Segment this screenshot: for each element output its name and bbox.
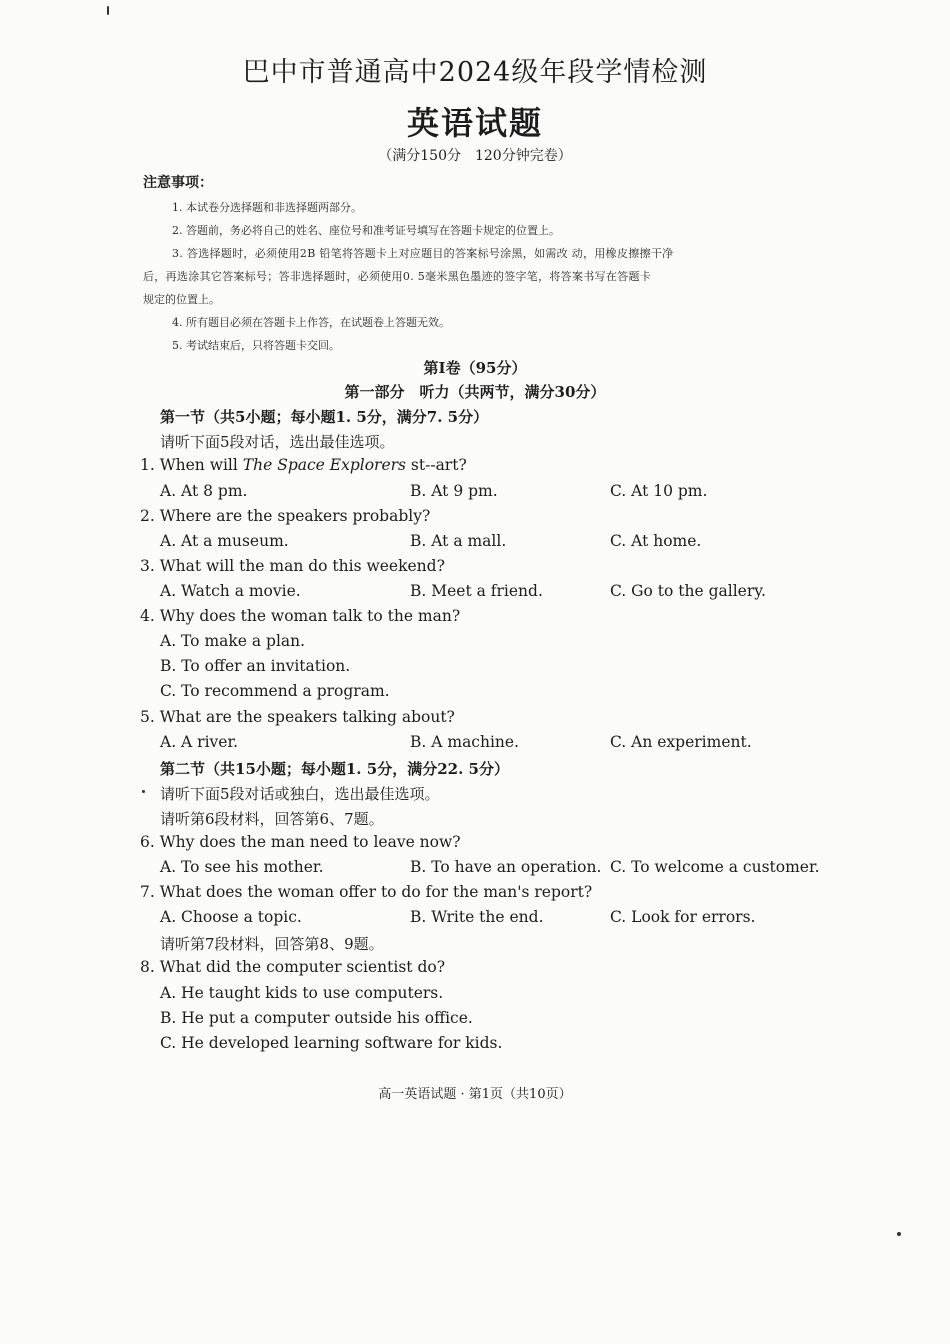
material-7-note: 请听第7段材料，回答第8、9题。 [160,935,384,953]
notice-item: 规定的位置上。 [143,293,220,306]
option-a: A. At a museum. [160,532,289,550]
option-a: A. To make a plan. [160,632,306,650]
option-b: B. He put a computer outside his office. [160,1009,473,1027]
score-time: （满分150分 120分钟完卷） [378,148,572,164]
scan-speck [107,6,109,15]
question-4: 4. Why does the woman talk to the man? [140,607,461,625]
question-2: 2. Where are the speakers probably? [140,507,431,525]
option-c: C. Go to the gallery. [610,582,766,600]
section1-instruction: 请听下面5段对话，选出最佳选项。 [160,433,395,451]
notice-item: 2. 答题前，务必将自己的姓名、座位号和准考证号填写在答题卡规定的位置上。 [172,224,560,237]
option-c: C. At 10 pm. [610,482,708,500]
exam-title: 巴中市普通高中2024级年段学情检测 [242,57,708,88]
notice-heading: 注意事项： [143,175,213,191]
option-b: B. Meet a friend. [410,582,543,600]
option-b: B. At 9 pm. [410,482,498,500]
scan-speck [897,1232,901,1236]
option-a: A. Watch a movie. [160,582,301,600]
question-6: 6. Why does the man need to leave now? [140,833,461,851]
section2-heading: 第二节（共15小题；每小题1. 5分，满分22. 5分） [160,760,509,778]
option-b: B. A machine. [410,733,520,751]
option-a: A. A river. [160,733,239,751]
option-a: A. At 8 pm. [160,482,248,500]
option-a: A. He taught kids to use computers. [160,984,444,1002]
question-8: 8. What did the computer scientist do? [140,958,446,976]
question-5: 5. What are the speakers talking about? [140,708,455,726]
material-6-note: 请听第6段材料，回答第6、7题。 [160,810,384,828]
volume-heading: 第Ⅰ卷（95分） [423,359,527,377]
notice-item: 1. 本试卷分选择题和非选择题两部分。 [172,201,362,214]
section2-instruction: 请听下面5段对话或独白，选出最佳选项。 [160,785,440,803]
option-c: C. At home. [610,532,702,550]
question-7: 7. What does the woman offer to do for the man's report? [140,883,593,901]
question-1: 1. When will The Space Explorers st--art? [140,456,467,474]
scan-speck [142,790,145,793]
question-3: 3. What will the man do this weekend? [140,557,445,575]
option-c: C. Look for errors. [610,908,756,926]
option-b: B. To have an operation. [410,858,602,876]
question-1-title: The Space Explorers [242,456,406,474]
option-c: C. An experiment. [610,733,752,751]
option-b: B. To offer an invitation. [160,657,351,675]
page-footer: 高一英语试题 · 第1页（共10页） [378,1087,572,1102]
notice-item: 后，再选涂其它答案标号；答非选择题时，必须使用0. 5毫米黑色墨迹的签字笔，将答案书写在答题卡 [143,270,652,283]
notice-item: 5. 考试结束后，只将答题卡交回。 [172,339,340,352]
option-c: C. To recommend a program. [160,682,390,700]
option-c: C. To welcome a customer. [610,858,820,876]
option-c: C. He developed learning software for kids. [160,1034,503,1052]
section1-heading: 第一节（共5小题；每小题1. 5分，满分7. 5分） [160,408,489,426]
option-a: A. Choose a topic. [160,908,302,926]
option-a: A. To see his mother. [160,858,324,876]
part-heading: 第一部分 听力（共两节，满分30分） [344,383,606,401]
notice-item: 3. 答选择题时，必须使用2B 铅笔将答题卡上对应题目的答案标号涂黑，如需改 动，用橡皮擦擦干净 [172,247,674,260]
option-b: B. At a mall. [410,532,507,550]
exam-subject: 英语试题 [406,104,543,142]
notice-item: 4. 所有题目必须在答题卡上作答，在试题卷上答题无效。 [172,316,450,329]
option-b: B. Write the end. [410,908,544,926]
